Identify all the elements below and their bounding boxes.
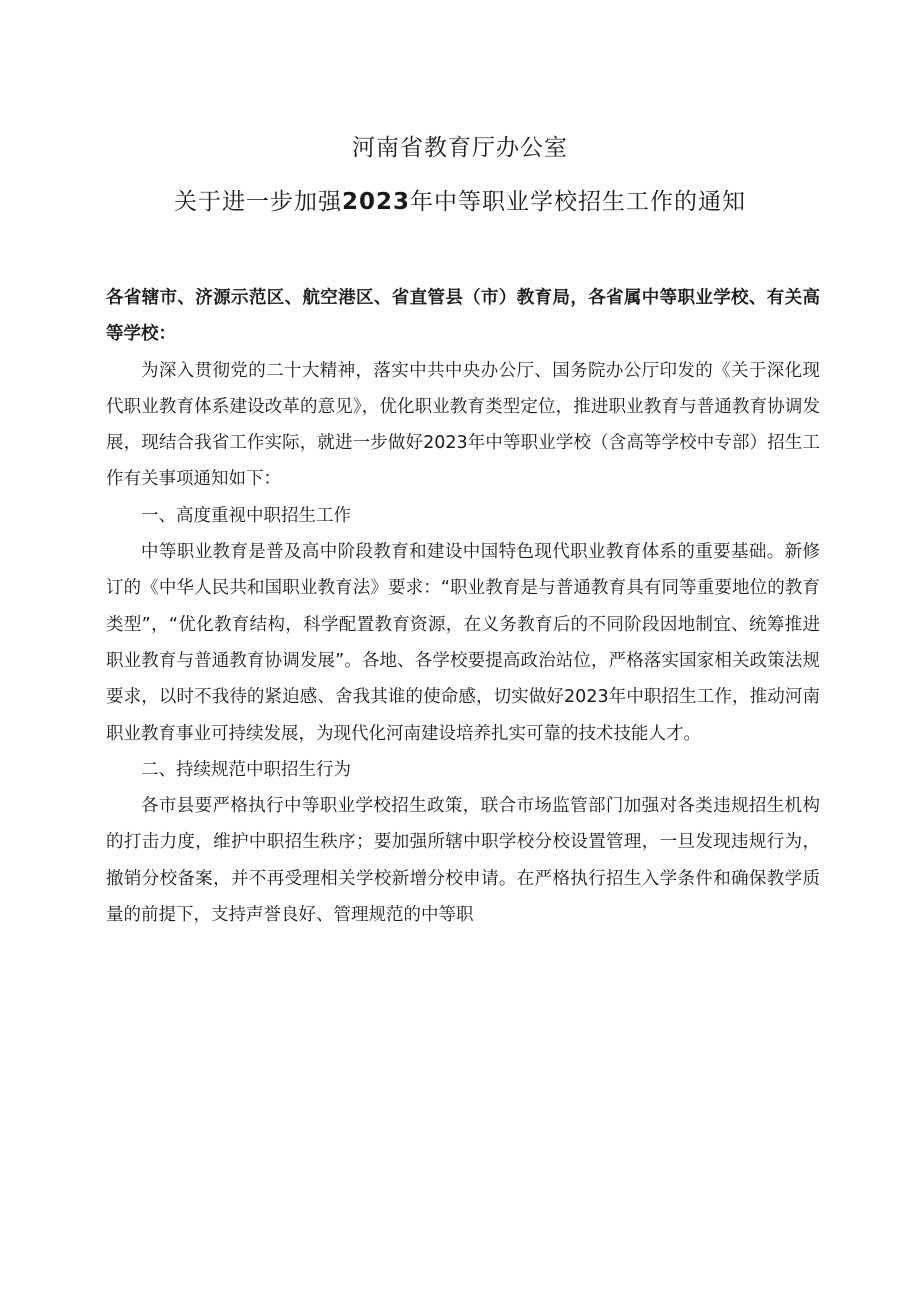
title-suffix: 年中等职业学校招生工作的通知 xyxy=(410,189,746,215)
section-heading-1: 一、高度重视中职招生工作 xyxy=(141,505,351,526)
document-body xyxy=(106,280,820,933)
title-prefix: 关于进一步加强 xyxy=(173,189,342,215)
section-heading-2: 二、持续规范中职招生行为 xyxy=(141,759,351,780)
document-title-line1: 河南省教育厅办公室 xyxy=(352,135,568,161)
paragraph-section-2: 各市县要严格执行中等职业学校招生政策，联合市场监管部门加强对各类违规招生机构的打击力度，维护中职招生秩序；要加强所辖中职学校分校设置管理，一旦发现违规行为，撤销分校备案，并不再受理相关学校新增分校申请。在严格执行招生入学条件和确保教学质量的前提下，支持声誉良好、管理规范的中等职 xyxy=(106,796,820,926)
document-title-line2 xyxy=(0,183,920,216)
addressee: 各省辖市、济源示范区、航空港区、省直管县（市）教育局，各省属中等职业学校、有关高等学校： xyxy=(106,288,820,345)
title-year: 2023 xyxy=(341,189,410,215)
paragraph-section-1: 中等职业教育是普及高中阶段教育和建设中国特色现代职业教育体系的重要基础。新修订的《中华人民共和国职业教育法》要求：“职业教育是与普通教育具有同等重要地位的教育类型”，“优化教育结构，科学配置教育资源，在义务教育后的不同阶段因地制宜、统筹推进职业教育与普通教育协调发展”。各地、各学校要提高政治站位，严格落实国家相关政策法规要求，以时不我待的紧迫感、舍我其谁的使命感，切实做好2023年中职招生工作，推动河南职业教育事业可持续发展，为现代化河南建设培养扎实可靠的技术技能人才。 xyxy=(106,542,820,744)
paragraph-intro: 为深入贯彻党的二十大精神，落实中共中央办公厅、国务院办公厅印发的《关于深化现代职业教育体系建设改革的意见》，优化职业教育类型定位，推进职业教育与普通教育协调发展，现结合我省工作实际，就进一步做好2023年中等职业学校（含高等学校中专部）招生工作有关事项通知如下： xyxy=(106,360,820,490)
